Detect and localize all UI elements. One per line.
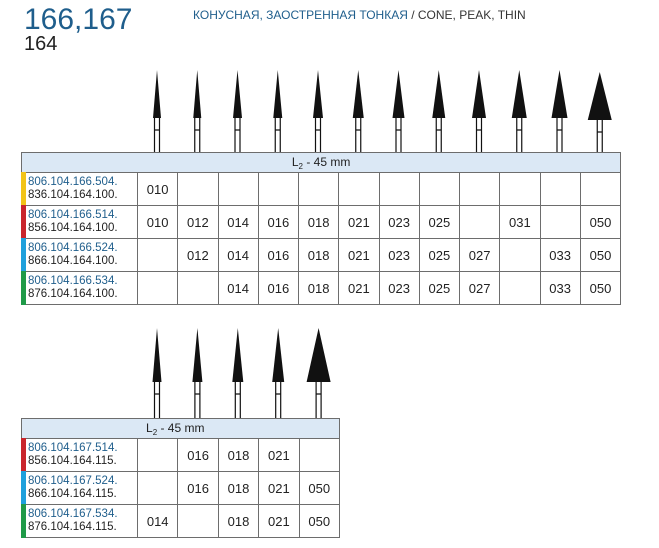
size-cell: [540, 173, 580, 206]
size-cell: 023: [379, 206, 419, 239]
article-code-secondary: 876.104.164.115.: [28, 521, 117, 533]
size-cell: 016: [178, 439, 218, 472]
cone-bur-icon: [273, 70, 282, 152]
size-cell: [500, 239, 540, 272]
size-cell: [299, 173, 339, 206]
size-cell: 016: [178, 472, 218, 505]
size-cell: 012: [178, 206, 218, 239]
size-cell: [540, 206, 580, 239]
article-code-primary: 806.104.167.534.: [28, 508, 118, 520]
table-header-length: $L_2 - 45$ mm: [22, 419, 340, 439]
article-code-cell: [22, 173, 138, 206]
size-cell: [500, 272, 540, 305]
article-code-cell: [22, 206, 138, 239]
size-cell: 033: [540, 272, 580, 305]
article-code-cell: [22, 239, 138, 272]
size-cell: 014: [218, 206, 258, 239]
size-cell: 023: [379, 272, 419, 305]
size-cell: [178, 505, 218, 538]
size-cell: 023: [379, 239, 419, 272]
size-cell: 018: [218, 505, 258, 538]
size-cell: 018: [299, 239, 339, 272]
size-cell: 016: [258, 272, 298, 305]
description-separator: /: [407, 8, 418, 22]
cone-bur-icon: [393, 70, 405, 152]
size-cell: 010: [138, 206, 178, 239]
cone-bur-icon: [232, 328, 243, 418]
size-cell: [460, 206, 500, 239]
cone-bur-icon: [272, 328, 284, 418]
cone-bur-icon: [432, 70, 445, 152]
cone-bur-icon: [313, 70, 323, 152]
cone-bur-icon: [153, 70, 161, 152]
article-code-primary: 806.104.167.524.: [28, 475, 118, 487]
article-code-cell: [22, 505, 138, 538]
size-cell: 016: [258, 239, 298, 272]
article-code-primary: 806.104.166.524.: [28, 242, 118, 254]
size-cell: 025: [419, 272, 459, 305]
cone-bur-icon: [153, 328, 162, 418]
color-marker-green: [21, 271, 26, 305]
color-marker-red: [21, 438, 26, 472]
color-marker-blue: [21, 471, 26, 505]
size-cell: [339, 173, 379, 206]
size-cell: 021: [339, 206, 379, 239]
size-cell: 021: [259, 439, 299, 472]
table-row: [22, 272, 621, 305]
color-marker-red: [21, 205, 26, 239]
table-row: [22, 439, 340, 472]
cone-bur-icon: [472, 70, 486, 152]
size-cell: 014: [138, 505, 178, 538]
cone-bur-icon: [353, 70, 364, 152]
table-header-length: $L_2 - 45$ mm: [22, 153, 621, 173]
size-cell: 012: [178, 239, 218, 272]
table-row: [22, 472, 340, 505]
cone-bur-icon: [192, 328, 202, 418]
size-cell: 021: [259, 472, 299, 505]
color-marker-green: [21, 504, 26, 538]
product-number-title: 166,167: [24, 3, 133, 36]
size-cell: [580, 173, 620, 206]
size-cell: [379, 173, 419, 206]
size-cell: [178, 173, 218, 206]
size-cell: 018: [218, 472, 258, 505]
size-cell: 050: [580, 206, 620, 239]
article-code-cell: [22, 439, 138, 472]
cone-bur-icon: [193, 70, 201, 152]
size-cell: [460, 173, 500, 206]
size-cell: 016: [258, 206, 298, 239]
size-cell: [138, 472, 178, 505]
cone-bur-icon: [307, 328, 331, 418]
cone-bur-icon: [552, 70, 568, 152]
article-code-cell: [22, 472, 138, 505]
cone-bur-icon: [233, 70, 242, 152]
article-code-primary: 806.104.166.534.: [28, 275, 118, 287]
size-cell: 033: [540, 239, 580, 272]
size-cell: [138, 272, 178, 305]
size-cell: 025: [419, 239, 459, 272]
description-russian: КОНУСНАЯ, ЗАОСТРЕННАЯ ТОНКАЯ: [193, 8, 408, 22]
size-table-167: [21, 418, 340, 538]
article-code-secondary: 866.104.164.100.: [28, 255, 118, 267]
size-cell: 014: [218, 272, 258, 305]
size-cell: 025: [419, 206, 459, 239]
size-cell: 050: [580, 272, 620, 305]
color-marker-yellow: [21, 172, 26, 206]
size-table-166: [21, 152, 621, 305]
article-code-cell: [22, 272, 138, 305]
table-row: [22, 505, 340, 538]
cone-bur-icon: [588, 72, 612, 152]
size-cell: [178, 272, 218, 305]
cone-bur-icon: [512, 70, 527, 152]
product-number-subtitle: 164: [24, 33, 58, 55]
size-cell: [419, 173, 459, 206]
article-code-secondary: 876.104.164.100.: [28, 288, 118, 300]
description-english: CONE, PEAK, THIN: [417, 8, 526, 22]
color-marker-blue: [21, 238, 26, 272]
size-cell: [218, 173, 258, 206]
size-cell: [138, 439, 178, 472]
size-cell: 010: [138, 173, 178, 206]
size-cell: 050: [580, 239, 620, 272]
size-cell: 021: [259, 505, 299, 538]
size-cell: 050: [299, 505, 339, 538]
size-cell: 021: [339, 272, 379, 305]
article-code-secondary: 856.104.164.100.: [28, 222, 118, 234]
article-code-secondary: 866.104.164.115.: [28, 488, 117, 500]
size-cell: 014: [218, 239, 258, 272]
article-code-secondary: 836.104.164.100.: [28, 189, 118, 201]
article-code-primary: 806.104.166.514.: [28, 209, 118, 221]
article-code-primary: 806.104.167.514.: [28, 442, 118, 454]
article-code-primary: 806.104.166.504.: [28, 176, 118, 188]
size-cell: [500, 173, 540, 206]
table-row: [22, 239, 621, 272]
size-cell: 050: [299, 472, 339, 505]
size-cell: 021: [339, 239, 379, 272]
size-cell: 031: [500, 206, 540, 239]
size-cell: 027: [460, 272, 500, 305]
size-cell: [258, 173, 298, 206]
size-cell: 018: [299, 206, 339, 239]
size-cell: 027: [460, 239, 500, 272]
table-row: [22, 206, 621, 239]
article-code-secondary: 856.104.164.115.: [28, 455, 117, 467]
size-cell: 018: [218, 439, 258, 472]
size-cell: [299, 439, 339, 472]
size-cell: [138, 239, 178, 272]
table-row: [22, 173, 621, 206]
size-cell: 018: [299, 272, 339, 305]
